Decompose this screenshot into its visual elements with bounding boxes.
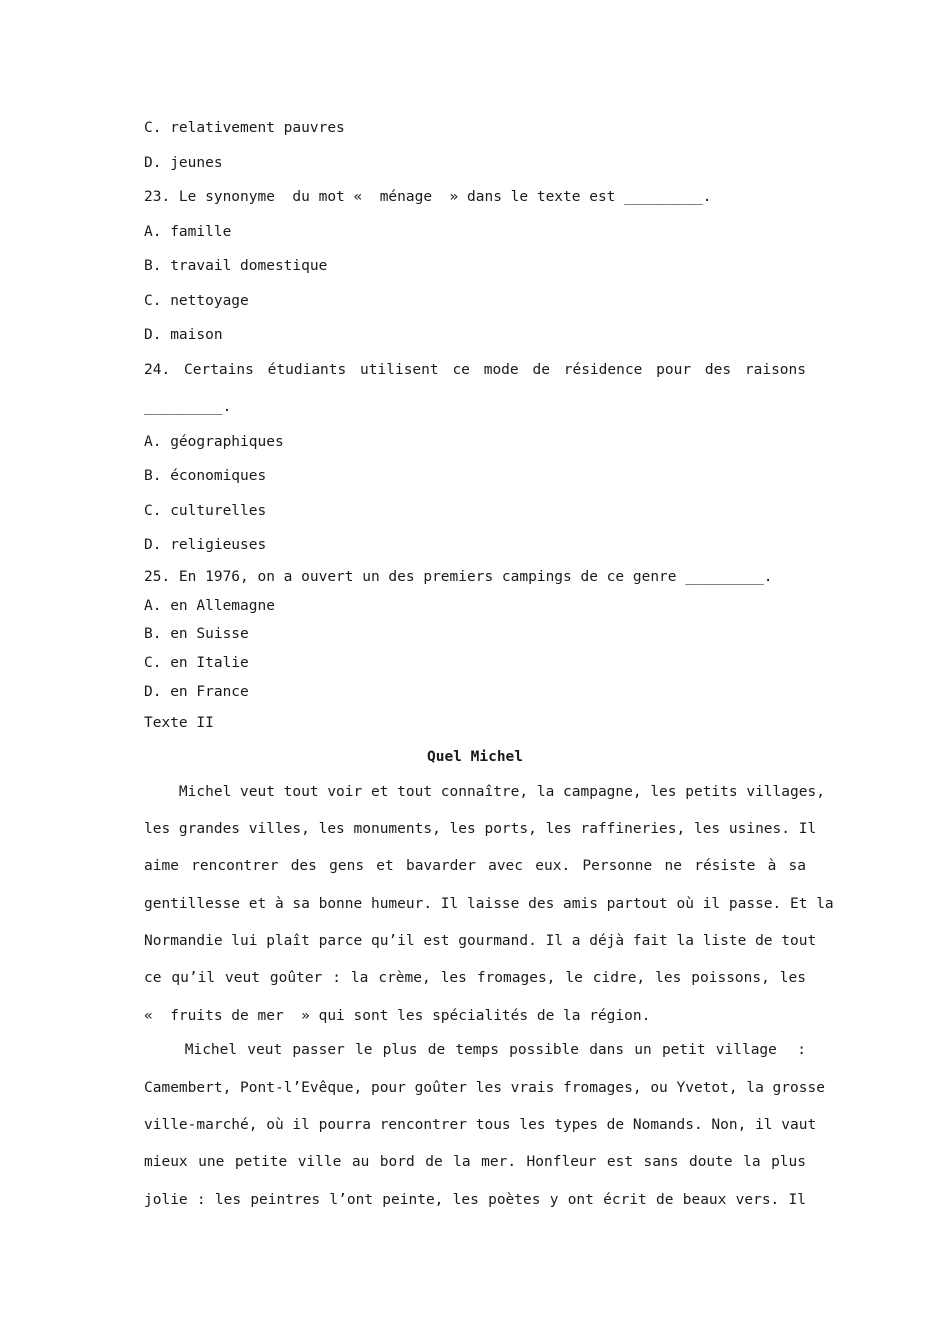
q23-option-c: C. nettoyage <box>144 293 249 309</box>
paragraph-line: mieux une petite ville au bord de la mer. Honfleur est sans doute la plus <box>144 1154 806 1170</box>
q23-option-b: B. travail domestique <box>144 258 328 274</box>
q23-option-a: A. famille <box>144 224 232 240</box>
q25-option-d: D. en France <box>144 684 249 700</box>
q24-option-b: B. économiques <box>144 468 267 484</box>
q23-option-d: D. maison <box>144 327 223 343</box>
q22-option-d: D. jeunes <box>144 155 223 171</box>
question-25: 25. En 1976, on a ouvert un des premiers campings de ce genre _________. <box>144 569 773 585</box>
q24-option-d: D. religieuses <box>144 537 267 553</box>
paragraph-line: ville-marché, où il pourra rencontrer tous les types de Nomands. Non, il vaut <box>144 1117 817 1133</box>
paragraph-line: jolie : les peintres l’ont peinte, les poètes y ont écrit de beaux vers. Il <box>144 1192 806 1208</box>
text-title: Quel Michel <box>426 749 524 765</box>
q25-option-c: C. en Italie <box>144 655 249 671</box>
paragraph-line: gentillesse et à sa bonne humeur. Il laisse des amis partout où il passe. Et la <box>144 896 834 912</box>
q25-option-a: A. en Allemagne <box>144 598 275 614</box>
paragraph-line: Camembert, Pont-l’Evêque, pour goûter les vrais fromages, ou Yvetot, la grosse <box>144 1080 825 1096</box>
paragraph-line: Normandie lui plaît parce qu’il est gourmand. Il a déjà fait la liste de tout <box>144 933 817 949</box>
paragraph-line: ce qu’il veut goûter : la crème, les fromages, le cidre, les poissons, les <box>144 970 806 986</box>
section-label: Texte II <box>144 715 214 731</box>
question-24-line-1: 24. Certains étudiants utilisent ce mode de résidence pour des raisons <box>144 362 806 378</box>
q25-option-b: B. en Suisse <box>144 626 249 642</box>
question-24-line-2: _________. <box>144 399 232 415</box>
question-23: 23. Le synonyme du mot « ménage » dans le texte est _________. <box>144 189 712 205</box>
q24-option-c: C. culturelles <box>144 503 267 519</box>
paragraph-line: Michel veut passer le plus de temps possible dans un petit village : <box>144 1042 806 1058</box>
paragraph-line: les grandes villes, les monuments, les ports, les raffineries, les usines. Il <box>144 821 817 837</box>
paragraph-line: Michel veut tout voir et tout connaître, la campagne, les petits villages, <box>144 784 825 800</box>
q24-option-a: A. géographiques <box>144 434 284 450</box>
paragraph-line: « fruits de mer » qui sont les spécialités de la région. <box>144 1008 651 1024</box>
q22-option-c: C. relativement pauvres <box>144 120 345 136</box>
paragraph-line: aime rencontrer des gens et bavarder avec eux. Personne ne résiste à sa <box>144 858 806 874</box>
